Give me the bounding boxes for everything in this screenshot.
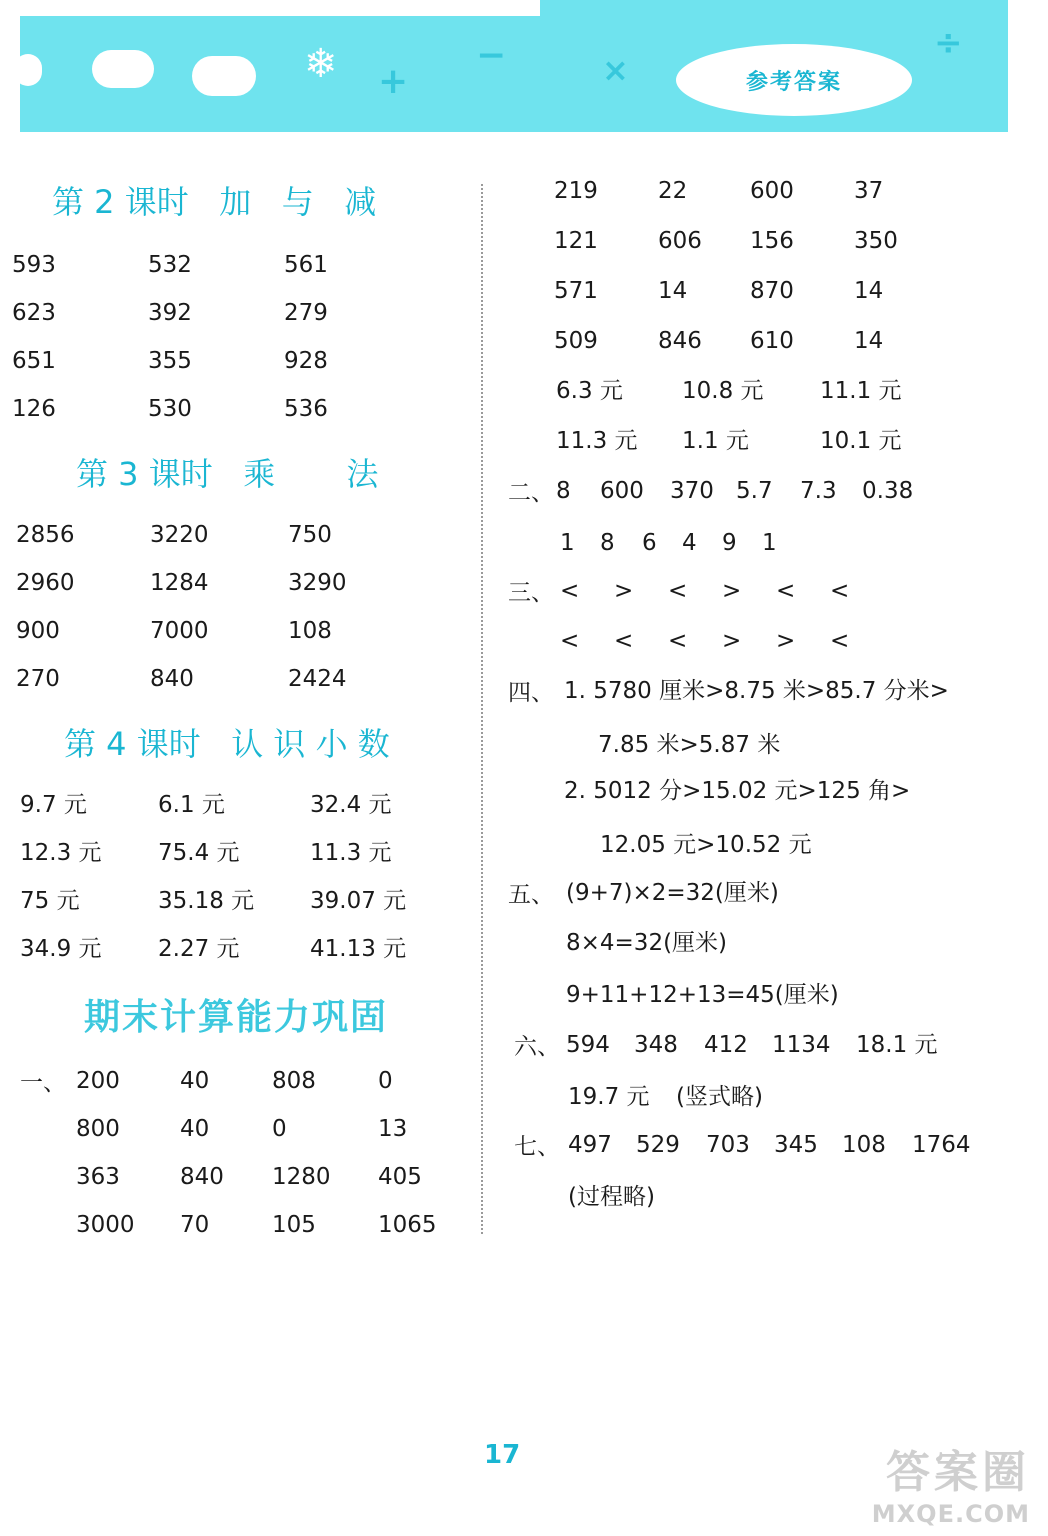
comparison-sign: < — [668, 628, 688, 654]
answer-cell: 12.3 元 — [20, 840, 102, 866]
answer-cell: 3000 — [76, 1212, 135, 1238]
answer-cell: 846 — [658, 328, 702, 354]
answer-cell: 121 — [554, 228, 598, 254]
answer-cell: 509 — [554, 328, 598, 354]
minus-icon: − — [476, 35, 507, 76]
comparison-sign: < — [776, 578, 796, 604]
cloud-icon — [192, 56, 256, 96]
question-label: 六、 — [514, 1034, 560, 1060]
section-title-lesson2: 第 2 课时 加 与 减 — [52, 183, 377, 221]
answer-cell: 2856 — [16, 522, 75, 548]
answer-cell: 1134 — [772, 1032, 831, 1058]
answer-cell: 350 — [854, 228, 898, 254]
answer-cell: 355 — [148, 348, 192, 374]
q5-line: 8×4=32(厘米) — [566, 930, 728, 956]
answer-cell: 14 — [854, 328, 884, 354]
cloud-icon — [20, 54, 42, 86]
answer-cell: 9 — [722, 530, 737, 556]
snowflake-icon: ❄ — [304, 41, 338, 87]
answer-cell: 8 — [556, 478, 571, 504]
answer-cell: 405 — [378, 1164, 422, 1190]
answer-cell: 600 — [600, 478, 644, 504]
answer-cell: 593 — [12, 252, 56, 278]
answer-cell: 1 — [560, 530, 575, 556]
answer-cell: 19.7 元 — [568, 1084, 650, 1110]
answer-cell: 4 — [682, 530, 697, 556]
q7-note: (过程略) — [568, 1184, 655, 1210]
question-label: 二、 — [508, 480, 554, 506]
q5-line: (9+7)×2=32(厘米) — [566, 880, 779, 906]
answer-key-badge: 参考答案 — [676, 44, 912, 116]
answer-cell: 5.7 — [736, 478, 773, 504]
comparison-sign: < — [614, 628, 634, 654]
answer-cell: 0 — [272, 1116, 287, 1142]
cloud-icon — [92, 50, 154, 88]
answer-cell: 279 — [284, 300, 328, 326]
answer-cell: 928 — [284, 348, 328, 374]
answer-cell: 497 — [568, 1132, 612, 1158]
answer-cell: 1065 — [378, 1212, 437, 1238]
answer-cell: 9.7 元 — [20, 792, 87, 818]
comparison-sign: < — [830, 628, 850, 654]
answer-cell: 808 — [272, 1068, 316, 1094]
answer-cell: 3290 — [288, 570, 347, 596]
answer-cell: 11.1 元 — [820, 378, 902, 404]
answer-cell: 370 — [670, 478, 714, 504]
section-title-lesson4: 第 4 课时 认 识 小 数 — [64, 725, 390, 763]
answer-cell: 10.8 元 — [682, 378, 764, 404]
answer-cell: 594 — [566, 1032, 610, 1058]
question-label: 七、 — [514, 1134, 560, 1160]
answer-cell: 529 — [636, 1132, 680, 1158]
answer-cell: 561 — [284, 252, 328, 278]
answer-cell: 8 — [600, 530, 615, 556]
answer-cell: 1764 — [912, 1132, 971, 1158]
answer-cell: 840 — [180, 1164, 224, 1190]
answer-cell: 270 — [16, 666, 60, 692]
comparison-sign: > — [776, 628, 796, 654]
answer-cell: 412 — [704, 1032, 748, 1058]
answer-cell: 75 元 — [20, 888, 80, 914]
answer-cell: 6.3 元 — [556, 378, 623, 404]
answer-cell: 571 — [554, 278, 598, 304]
banner-top-strip — [20, 0, 540, 16]
answer-cell: 40 — [180, 1116, 210, 1142]
section-title-final-review: 期末计算能力巩固 — [84, 997, 389, 1038]
question-label: 四、 — [508, 680, 554, 706]
answer-cell: 7.3 — [800, 478, 837, 504]
answer-cell: 32.4 元 — [310, 792, 392, 818]
answer-cell: 18.1 元 — [856, 1032, 938, 1058]
answer-cell: (竖式略) — [676, 1084, 763, 1110]
q4-line: 12.05 元>10.52 元 — [600, 832, 812, 858]
watermark-logo: 答案圈 — [886, 1447, 1030, 1498]
answer-cell: 900 — [16, 618, 60, 644]
plus-icon: + — [378, 61, 409, 102]
watermark-url: MXQE.COM — [871, 1500, 1030, 1528]
answer-cell: 11.3 元 — [556, 428, 638, 454]
answer-cell: 14 — [854, 278, 884, 304]
answer-cell: 200 — [76, 1068, 120, 1094]
answer-cell: 34.9 元 — [20, 936, 102, 962]
site-watermark — [872, 1436, 1030, 1528]
answer-cell: 11.3 元 — [310, 840, 392, 866]
answer-cell: 105 — [272, 1212, 316, 1238]
answer-cell: 600 — [750, 178, 794, 204]
answer-cell: 70 — [180, 1212, 210, 1238]
answer-cell: 6 — [642, 530, 657, 556]
header-banner — [20, 0, 1008, 132]
answer-cell: 703 — [706, 1132, 750, 1158]
comparison-sign: < — [560, 628, 580, 654]
answer-cell: 10.1 元 — [820, 428, 902, 454]
answer-cell: 41.13 元 — [310, 936, 407, 962]
answer-cell: 108 — [288, 618, 332, 644]
answer-cell: 22 — [658, 178, 688, 204]
comparison-sign: > — [614, 578, 634, 604]
answer-cell: 2424 — [288, 666, 347, 692]
answer-cell: 1.1 元 — [682, 428, 749, 454]
answer-cell: 0 — [378, 1068, 393, 1094]
question-label: 三、 — [508, 580, 554, 606]
answer-cell: 1280 — [272, 1164, 331, 1190]
answer-cell: 1284 — [150, 570, 209, 596]
answer-cell: 3220 — [150, 522, 209, 548]
answer-cell: 363 — [76, 1164, 120, 1190]
answer-cell: 530 — [148, 396, 192, 422]
column-divider — [481, 184, 483, 1234]
answer-cell: 0.38 — [862, 478, 914, 504]
answer-cell: 606 — [658, 228, 702, 254]
answer-cell: 348 — [634, 1032, 678, 1058]
answer-cell: 126 — [12, 396, 56, 422]
answer-cell: 651 — [12, 348, 56, 374]
answer-cell: 6.1 元 — [158, 792, 225, 818]
answer-cell: 37 — [854, 178, 884, 204]
answer-cell: 7000 — [150, 618, 209, 644]
answer-cell: 610 — [750, 328, 794, 354]
answer-cell: 532 — [148, 252, 192, 278]
answer-cell: 219 — [554, 178, 598, 204]
question-label: 五、 — [508, 882, 554, 908]
comparison-sign: > — [722, 578, 742, 604]
answer-cell: 1 — [762, 530, 777, 556]
answer-cell: 536 — [284, 396, 328, 422]
answer-cell: 13 — [378, 1116, 408, 1142]
answer-cell: 750 — [288, 522, 332, 548]
answer-cell: 870 — [750, 278, 794, 304]
answer-cell: 39.07 元 — [310, 888, 407, 914]
answer-cell: 392 — [148, 300, 192, 326]
answer-cell: 75.4 元 — [158, 840, 240, 866]
q5-line: 9+11+12+13=45(厘米) — [566, 982, 839, 1008]
answer-cell: 840 — [150, 666, 194, 692]
comparison-sign: > — [722, 628, 742, 654]
times-icon: × — [602, 51, 629, 89]
answer-cell: 800 — [76, 1116, 120, 1142]
answer-cell: 2960 — [16, 570, 75, 596]
q4-line: 2. 5012 分>15.02 元>125 角> — [564, 778, 911, 804]
comparison-sign: < — [668, 578, 688, 604]
comparison-sign: < — [560, 578, 580, 604]
section-title-lesson3: 第 3 课时 乘 法 — [76, 455, 379, 493]
answer-cell: 35.18 元 — [158, 888, 255, 914]
answer-cell: 623 — [12, 300, 56, 326]
question-label: 一、 — [20, 1070, 66, 1096]
divide-icon: ÷ — [934, 23, 963, 63]
q4-line: 1. 5780 厘米>8.75 米>85.7 分米> — [564, 678, 949, 704]
answer-cell: 156 — [750, 228, 794, 254]
answer-cell: 40 — [180, 1068, 210, 1094]
answer-cell: 2.27 元 — [158, 936, 240, 962]
comparison-sign: < — [830, 578, 850, 604]
answer-cell: 14 — [658, 278, 688, 304]
answer-cell: 108 — [842, 1132, 886, 1158]
page-number: 17 — [484, 1440, 521, 1470]
q4-line: 7.85 米>5.87 米 — [598, 732, 781, 758]
answer-cell: 345 — [774, 1132, 818, 1158]
